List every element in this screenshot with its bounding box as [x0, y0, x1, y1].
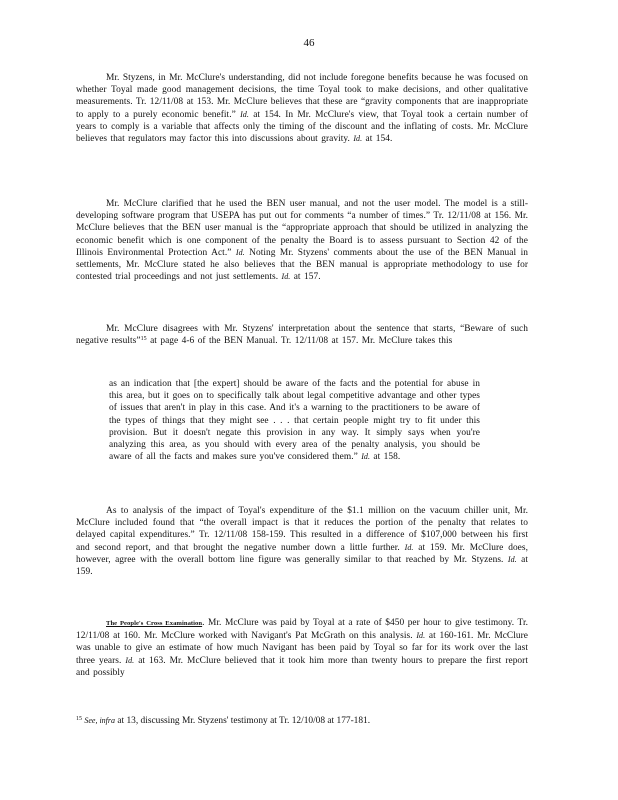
paragraph-4-tail-2: at 159. [76, 554, 529, 578]
block-quote-text: as an indication that [the expert] should be aware of the facts and the potential for abuse in this area, but it goes on to specifically talk about legal competitive advantage and other types of issues that aren't in play in this case. And it's a warning to the practitioners to be aware of the types of things that they might see . . . that certain people might try to fit under this provision. But it doesn't negate this provision in any way. It simply says when you're analyzing this area, as you should with every area of the penalty analysis, you should be aware of all the facts and makes sure you've considered them.” [109, 379, 480, 463]
paragraph-3-tail: at page 4-6 of the BEN Manual. Tr. 12/11/08 at 157. Mr. McClure takes this [146, 336, 453, 347]
paragraph-5-text: . Mr. McClure was paid by Toyal at a rate of $450 per hour to give testimony. Tr. 12/11/08 at 160. Mr. McClure worked with Navigant's Pat McGrath on this analysis. [76, 618, 528, 642]
citation: Id. [361, 452, 371, 462]
citation: Id. [281, 272, 291, 282]
footnote-reference: 15 [140, 336, 147, 343]
citation: Id. [125, 655, 135, 665]
block-quote-tail: at 158. [370, 452, 401, 463]
citation: Id. [235, 247, 245, 257]
paragraph-1 [76, 72, 528, 145]
paragraph-4-text: As to analysis of the impact of Toyal's expenditure of the $1.1 million on the vacuum chiller unit, Mr. McClure included found that “the overall impact is that it reduces the portion of the penalty that relates to delayed capital expenditures.” Tr. 12/11/08 158-159. This resulted in a difference of $107,000 between his first and second report, and that brought the negative number down a little further. [76, 506, 528, 553]
section-heading-cross-examination: The People's Cross Examination [106, 620, 203, 627]
paragraph-2-text: Mr. McClure clarified that he used the BEN user manual, and not the user model. The model is a still-developing software program that USEPA has put out for comments “a number of times.” Tr. 12/11/08 at 156. Mr. McClure believes that the BEN user manual is the “appropriate approach that should be utilized in analyzing the economic benefit which is one component of the penalty the Board is to assess pursuant to Section 42 of the Illinois Environmental Protection Act.” [76, 199, 528, 258]
paragraph-4-tail: at 159. Mr. McClure does, however, agree with the overall bottom line figure was generally similar to that reached by Mr. Styzens. [76, 542, 528, 565]
paragraph-5 [76, 617, 528, 679]
paragraph-4 [76, 505, 528, 578]
paragraph-1-tail-2: at 154. [362, 134, 393, 145]
paragraph-1-text: Mr. Styzens, in Mr. McClure's understanding, did not include foregone benefits because he was focused on whether Toyal made good management decisions, the time Toyal took to make decisions, and other qualitative measurements. Tr. 12/11/08 at 153. Mr. McClure believes that these are “gravity components that are inappropriate to apply to a purely economic benefit.” [76, 73, 528, 120]
paragraph-2-tail: Noting Mr. Styzens' comments about the use of the BEN Manual in settlements, Mr. McClure stated he also believes that the BEN manual is appropriate methodology to use for contested trial proceedings and not just settlements. [76, 247, 528, 283]
footnote-see: See, infra [84, 716, 116, 725]
paragraph-2-tail-2: at 157. [290, 272, 321, 283]
citation: Id. [507, 554, 517, 564]
block-quote [109, 378, 480, 463]
citation: Id. [240, 109, 249, 119]
citation: Id. [416, 631, 426, 641]
citation: Id. [404, 542, 414, 552]
paragraph-2 [76, 198, 528, 283]
footnote-mark: 15 [76, 716, 82, 722]
paragraph-3-text: Mr. McClure disagrees with Mr. Styzens' interpretation about the sentence that starts, “Beware of such negative results” [76, 324, 528, 347]
page-number: 46 [303, 37, 315, 49]
paragraph-3 [76, 323, 528, 347]
footnote [76, 713, 528, 727]
paragraph-1-tail: at 154. In Mr. McClure's view, that Toyal took a certain number of years to comply is a variable that affects only the timing of the discount and the inflating of costs. Mr. McClure believes that regulators may factor this into discussions about gravity. [76, 109, 528, 145]
footnote-text: at 13, discussing Mr. Styzens' testimony at Tr. 12/10/08 at 177-181. [115, 716, 371, 726]
citation: Id. [353, 134, 363, 144]
paragraph-5-tail-2: at 163. Mr. McClure believed that it took him more than twenty hours to prepare the first report and possibly [76, 655, 528, 678]
paragraph-5-tail: at 160-161. Mr. McClure was unable to give an estimate of how much Navigant has been paid by Toyal so far for its work over the last three years. [76, 631, 528, 666]
